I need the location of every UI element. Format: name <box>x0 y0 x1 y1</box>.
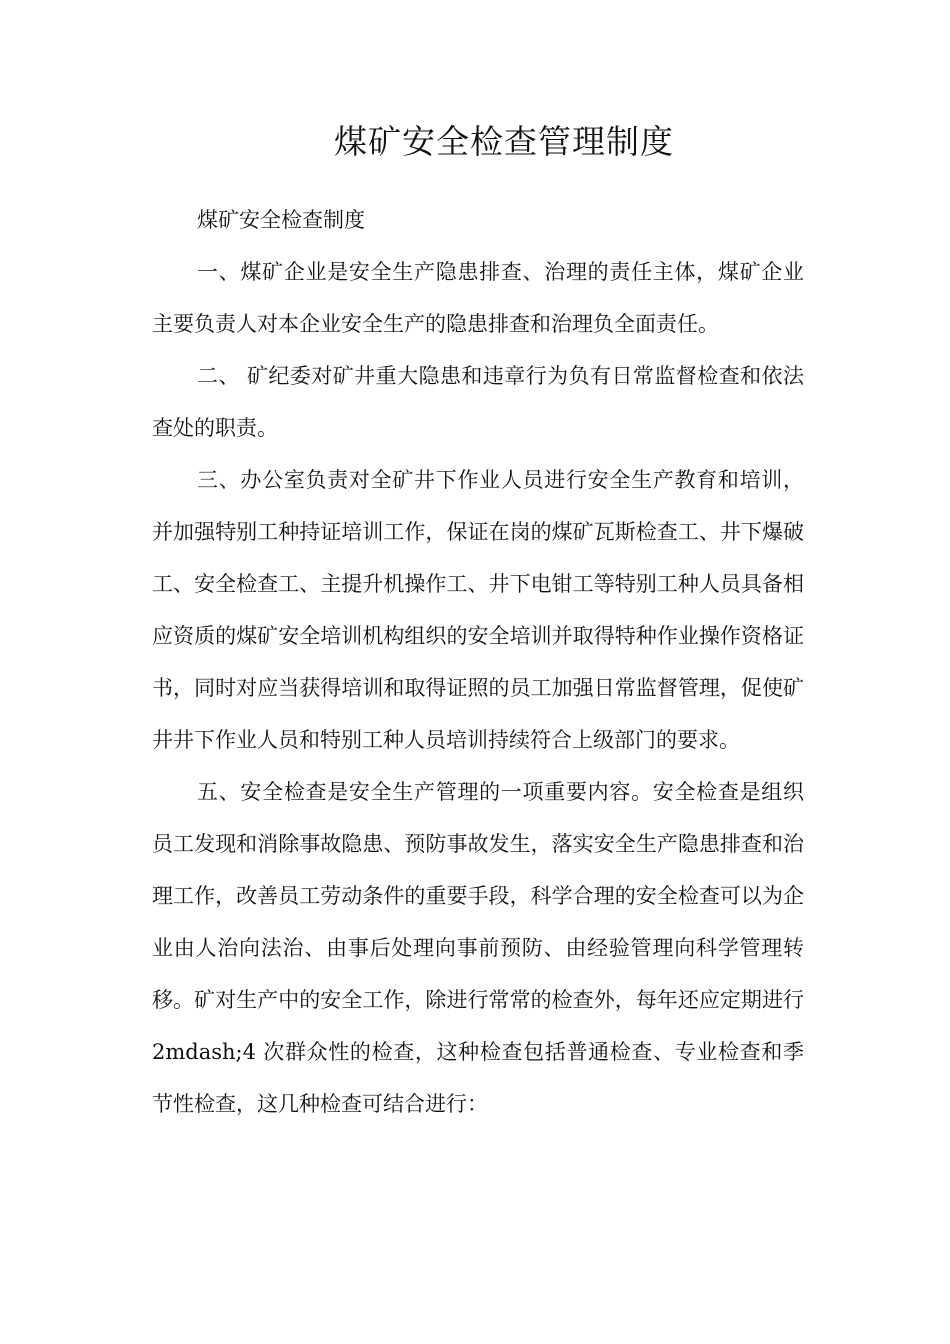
paragraph-heading: 煤矿安全检查制度 <box>197 208 365 232</box>
paragraph-item-5: 五、安全检查是安全生产管理的一项重要内容。安全检查是组织员工发现和消除事故隐患、预防事故发生，落实安全生产隐患排查和治理工作，改善员工劳动条件的重要手段，科学合理的安全检查可以为企业由人治向法治、由事后处理向事前预防、由经验管理向科学管理转移。矿对生产中的安全工作，除进行常常的检查外，每年还应定期进行 2mdash;4 次群众性的检查，这种检查包括普通检查、专业检查和季节性检查，这几种检查可结合进行： <box>152 780 804 1116</box>
paragraph-item-2: 二、 矿纪委对矿井重大隐患和违章行为负有日常监督检查和依法查处的职责。 <box>152 364 804 440</box>
document-title: 煤矿安全检查管理制度 <box>334 122 674 161</box>
paragraph-item-3: 三、办公室负责对全矿井下作业人员进行安全生产教育和培训，并加强特别工种持证培训工作，保证在岗的煤矿瓦斯检查工、井下爆破工、安全检查工、主提升机操作工、井下电钳工等特别工种人员具备相应资质的煤矿安全培训机构组织的安全培训并取得特种作业操作资格证书，同时对应当获得培训和取得证照的员工加强日常监督管理，促使矿井井下作业人员和特别工种人员培训持续符合上级部门的要求。 <box>152 468 804 752</box>
paragraph-item-1: 一、煤矿企业是安全生产隐患排查、治理的责任主体，煤矿企业主要负责人对本企业安全生产的隐患排查和治理负全面责任。 <box>152 260 804 336</box>
document-body <box>152 194 804 1130</box>
